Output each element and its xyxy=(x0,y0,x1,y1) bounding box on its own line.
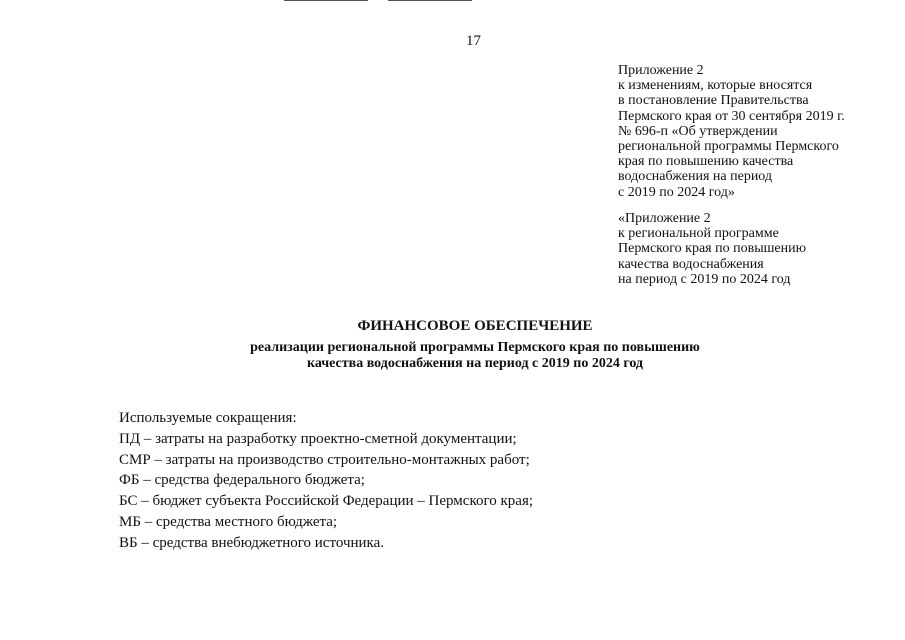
abbreviation-item: МБ – средства местного бюджета; xyxy=(119,513,338,530)
appendix-change-line: с 2019 по 2024 год» xyxy=(618,184,735,200)
appendix-program-line: качества водоснабжения xyxy=(618,256,764,272)
appendix-change-line: № 696-п «Об утверждении xyxy=(618,123,778,139)
document-subtitle xyxy=(150,340,800,371)
abbreviations-intro: Используемые сокращения: xyxy=(119,410,297,426)
page-number: 17 xyxy=(466,33,481,49)
abbreviations-list xyxy=(119,408,533,554)
top-edge-line xyxy=(284,0,368,1)
appendix-program-line: к региональной программе xyxy=(618,226,779,242)
abbreviation-item: БС – бюджет субъекта Российской Федерации – Пермского края; xyxy=(119,493,534,510)
appendix-change-line: к изменениям, которые вносятся xyxy=(618,78,813,94)
appendix-program-block xyxy=(618,211,888,287)
top-edge-line xyxy=(388,0,472,1)
appendix-change-line: Приложение 2 xyxy=(618,63,704,78)
appendix-change-line: водоснабжения на период xyxy=(618,169,773,185)
appendix-program-line: Пермского края по повышению xyxy=(618,241,807,257)
document-subtitle-line: реализации региональной программы Пермского края по повышению xyxy=(250,340,700,355)
appendix-change-line: края по повышению качества xyxy=(618,154,794,170)
abbreviation-item: СМР – затраты на производство строительно-монтажных работ; xyxy=(119,451,530,468)
appendix-change-line: Пермского края от 30 сентября 2019 г. xyxy=(618,108,845,124)
appendix-change-block xyxy=(618,63,888,200)
document-subtitle-line: качества водоснабжения на период с 2019 по 2024 год xyxy=(306,355,644,371)
appendix-change-line: региональной программы Пермского xyxy=(618,139,839,155)
appendix-program-line: «Приложение 2 xyxy=(618,211,711,226)
appendix-program-line: на период с 2019 по 2024 год xyxy=(618,271,791,287)
abbreviation-item: ПД – затраты на разработку проектно-сметной документации; xyxy=(119,430,517,447)
abbreviation-item: ФБ – средства федерального бюджета; xyxy=(119,472,365,489)
appendix-change-line: в постановление Правительства xyxy=(618,93,809,109)
abbreviation-item: ВБ – средства внебюджетного источника. xyxy=(119,534,385,551)
document-title: ФИНАНСОВОЕ ОБЕСПЕЧЕНИЕ xyxy=(357,318,593,334)
